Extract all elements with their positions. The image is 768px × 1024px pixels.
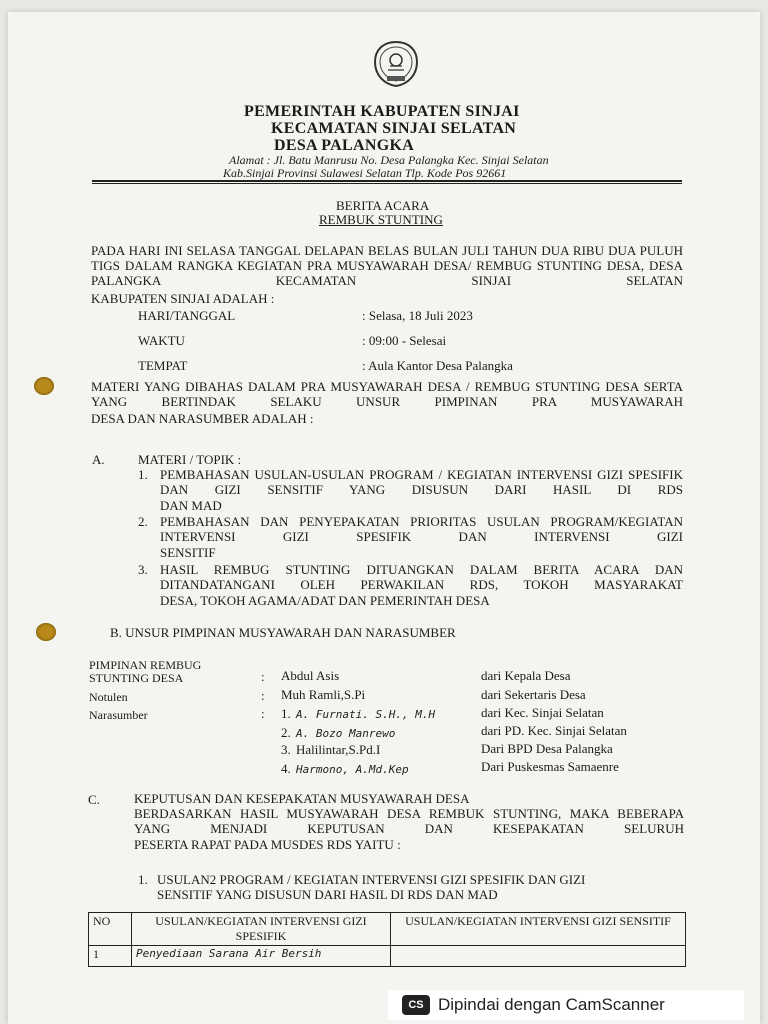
regency-logo-icon: [371, 40, 421, 88]
notulen-origin: dari Sekertaris Desa: [481, 687, 586, 702]
section-b-heading: B. UNSUR PIMPINAN MUSYAWARAH DAN NARASUMBER: [110, 625, 456, 640]
detail-value-place: : Aula Kantor Desa Palangka: [362, 358, 513, 373]
narasumber-1-name-handwritten: A. Furnati. S.H., M.H: [296, 708, 436, 721]
narasumber-label: Narasumber: [89, 708, 148, 722]
table-cell-no: 1: [89, 946, 132, 967]
keputusan-1-number: 1.: [138, 872, 148, 887]
table-row: [89, 946, 686, 967]
table-header-row: [89, 913, 686, 946]
notulen-colon: :: [261, 688, 265, 703]
section-a-heading: MATERI / TOPIK :: [138, 452, 242, 467]
notulen-label: Notulen: [89, 690, 128, 704]
narasumber-2-origin: dari PD. Kec. Sinjai Selatan: [481, 723, 627, 738]
detail-label-date: HARI/TANGGAL: [138, 308, 236, 323]
letterhead-divider-thin: [92, 183, 682, 184]
topic-3-number: 3.: [138, 562, 148, 577]
materi-intro-last-line: DESA DAN NARASUMBER ADALAH :: [91, 411, 314, 426]
section-c-paragraph: BERDASARKAN HASIL MUSYAWARAH DESA REMBUK STUNTING, MAKA BEBERAPA YANG MENJADI KEPUTUSAN DAN KESEPAKATAN SELURUH: [134, 806, 684, 836]
narasumber-3-name: Halilintar,S.Pd.I: [296, 742, 381, 757]
doc-subtitle: REMBUK STUNTING: [319, 212, 443, 227]
table-header-spesifik: USULAN/KEGIATAN INTERVENSI GIZI SPESIFIK: [132, 913, 391, 946]
letterhead-address-line2: Kab.Sinjai Provinsi Sulawesi Selatan Tlp. Kode Pos 92661: [223, 166, 507, 180]
narasumber-3-origin: Dari BPD Desa Palangka: [481, 741, 613, 756]
detail-label-time: WAKTU: [138, 333, 185, 348]
pimpinan-colon: :: [261, 669, 265, 684]
table-cell-spesifik: Penyediaan Sarana Air Bersih: [132, 946, 391, 967]
topic-3-text: HASIL REMBUG STUNTING DITUANGKAN DALAM BERITA ACARA DAN DITANDATANGANI OLEH PERWAKILAN RDS, TOKOH MASYARAKAT: [160, 562, 683, 592]
punch-hole-bottom: [36, 623, 56, 641]
camscanner-text: Dipindai dengan CamScanner: [438, 995, 665, 1014]
narasumber-4-origin: Dari Puskesmas Samaenre: [481, 759, 619, 774]
punch-hole-top: [34, 377, 54, 395]
camscanner-icon: CS: [402, 995, 430, 1015]
section-a-letter: A.: [92, 452, 105, 467]
topic-2-number: 2.: [138, 514, 148, 529]
pimpinan-origin: dari Kepala Desa: [481, 668, 571, 683]
narasumber-3-number: 3.: [281, 742, 291, 757]
table-cell-sensitif: [391, 946, 686, 967]
pimpinan-label-line2: STUNTING DESA: [89, 671, 184, 685]
narasumber-1-number: 1.: [281, 706, 291, 721]
narasumber-2-number: 2.: [281, 725, 291, 740]
section-c-heading: KEPUTUSAN DAN KESEPAKATAN MUSYAWARAH DESA: [134, 791, 470, 806]
section-c-last-line: PESERTA RAPAT PADA MUSDES RDS YAITU :: [134, 837, 401, 852]
topic-3-last-line: DESA, TOKOH AGAMA/ADAT DAN PEMERINTAH DESA: [160, 593, 490, 608]
pimpinan-name: Abdul Asis: [281, 668, 340, 683]
topic-1-last-line: DAN MAD: [160, 498, 222, 513]
detail-label-place: TEMPAT: [138, 358, 188, 373]
intro-paragraph: PADA HARI INI SELASA TANGGAL DELAPAN BELAS BULAN JULI TAHUN DUA RIBU DUA PULUH TIGS DALAM RANGKA KEGIATAN PRA MUSYAWARAH DESA/ REMBUG STUNTING DESA, DESA PALANGKA KECAMATAN SINJAI SELATAN: [91, 243, 683, 288]
narasumber-1-origin: dari Kec. Sinjai Selatan: [481, 705, 604, 720]
narasumber-4-name-handwritten: Harmono, A.Md.Kep: [296, 763, 409, 776]
letterhead-district: KECAMATAN SINJAI SELATAN: [271, 120, 517, 137]
camscanner-watermark: [388, 990, 744, 1020]
topic-1-number: 1.: [138, 467, 148, 482]
narasumber-colon: :: [261, 706, 265, 721]
detail-value-time: : 09:00 - Selesai: [362, 333, 447, 348]
doc-title: BERITA ACARA: [336, 198, 430, 213]
letterhead-address-line1: Alamat : Jl. Batu Manrusu No. Desa Palangka Kec. Sinjai Selatan: [229, 153, 549, 167]
detail-value-date: : Selasa, 18 Juli 2023: [362, 308, 473, 323]
letterhead-government: PEMERINTAH KABUPATEN SINJAI: [244, 103, 520, 120]
letterhead-divider-thick: [92, 180, 682, 182]
topic-2-text: PEMBAHASAN DAN PENYEPAKATAN PRIORITAS USULAN PROGRAM/KEGIATAN INTERVENSI GIZI SPESIFIK DAN INTERVENSI GIZI: [160, 514, 683, 544]
keputusan-1-text: USULAN2 PROGRAM / KEGIATAN INTERVENSI GIZI SPESIFIK DAN GIZI: [157, 872, 586, 887]
letterhead-village: DESA PALANGKA: [274, 137, 415, 154]
intervention-table: [88, 912, 686, 967]
topic-2-last-line: SENSITIF: [160, 545, 216, 560]
notulen-name: Muh Ramli,S.Pi: [281, 687, 366, 702]
keputusan-1-last-line: SENSITIF YANG DISUSUN DARI HASIL DI RDS DAN MAD: [157, 887, 498, 902]
narasumber-4-number: 4.: [281, 761, 291, 776]
materi-intro-paragraph: MATERI YANG DIBAHAS DALAM PRA MUSYAWARAH DESA / REMBUG STUNTING DESA SERTA YANG BERTINDAK SELAKU UNSUR PIMPINAN PRA MUSYAWARAH: [91, 379, 683, 409]
section-c-letter: C.: [88, 792, 100, 807]
pimpinan-label-line1: PIMPINAN REMBUG: [89, 658, 202, 672]
table-header-no: NO: [89, 913, 132, 946]
intro-paragraph-last-line: KABUPATEN SINJAI ADALAH :: [91, 291, 275, 306]
narasumber-2-name-handwritten: A. Bozo Manrewo: [296, 727, 396, 740]
table-header-sensitif: USULAN/KEGIATAN INTERVENSI GIZI SENSITIF: [391, 913, 686, 946]
topic-1-text: PEMBAHASAN USULAN-USULAN PROGRAM / KEGIATAN INTERVENSI GIZI SPESIFIK DAN GIZI SENSITIF YANG DISUSUN DARI HASIL DI RDS: [160, 467, 683, 497]
